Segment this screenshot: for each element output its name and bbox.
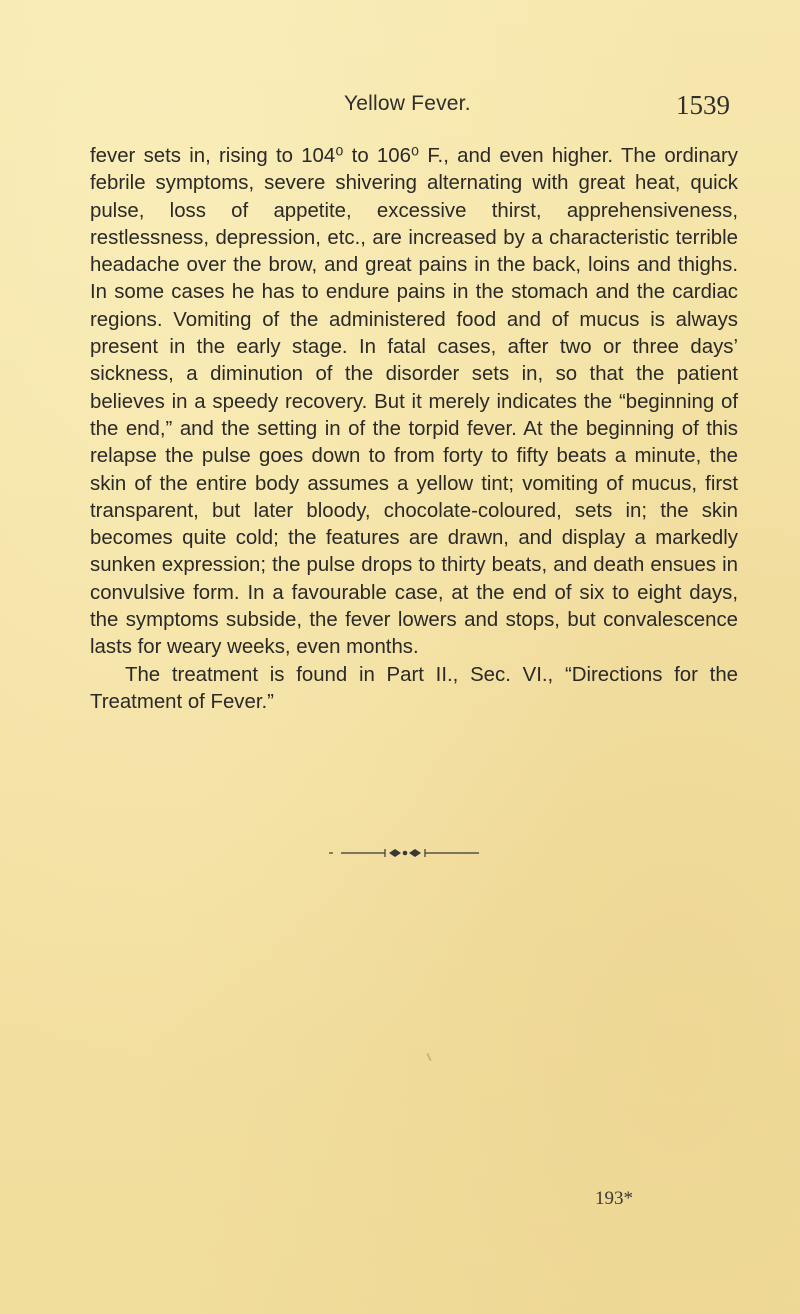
running-title: Yellow Fever. — [344, 92, 471, 115]
signature-mark: 193* — [595, 1188, 633, 1209]
body-text — [90, 143, 738, 716]
page-number: 1539 — [676, 90, 730, 120]
paper-blemish — [426, 1053, 431, 1061]
paragraph: The treatment is found in Part II., Sec. VI., “Directions for the Treatment of Fever.” — [90, 663, 738, 713]
paragraph: fever sets in, rising to 104⁰ to 106⁰ F., and even higher. The ordinary febrile symptoms, severe shivering alternating with great heat, quick pulse, loss of appetite, excessive thirst, apprehensiveness, restlessness, depression, etc., are increased by a characteristic terrible headache over the brow, and great pains in the back, loins and thighs. In some cases he has to endure pains in the stomach and the cardiac regions. Vomiting of the administered food and of mucus is always present in the early stage. In fatal cases, after two or three days’ sickness, a diminution of the disorder sets in, so that the patient believes in a speedy recovery. But it merely indicates the “beginning of the end,” and the setting in of the torpid fever. At the beginning of this relapse the pulse goes down to from forty to fifty beats a minute, the skin of the entire body assumes a yellow tint; vomiting of mucus, first transparent, but later bloody, chocolate-coloured, sets in; the skin becomes quite cold; the features are drawn, and display a markedly sunken expression; the pulse drops to thirty beats, and death ensues in convulsive form. In a favourable case, at the end of six to eight days, the symptoms subside, the fever lowers and stops, but convalescence lasts for weary weeks, even months. — [90, 145, 738, 659]
running-head — [0, 92, 800, 126]
section-end-ornament — [329, 846, 487, 860]
